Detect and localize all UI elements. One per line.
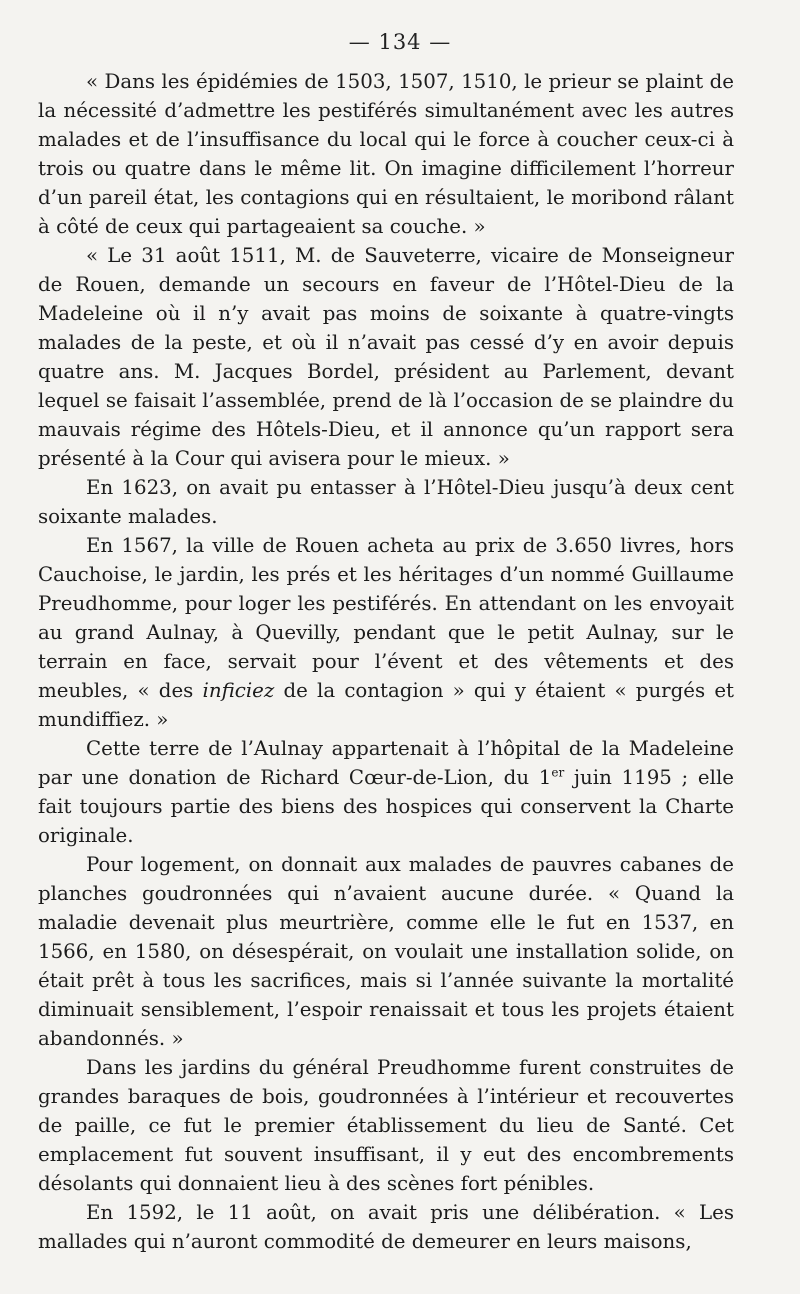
paragraph-aulnay-part-2: juin 1195 ; elle fait toujours partie des biens des hospices qui conservent la Charte originale.	[38, 766, 734, 847]
paragraph-logement: Pour logement, on donnait aux malades de pauvres cabanes de planches goudronnées qui n’avaient aucune durée. « Quand la maladie devenait plus meurtrière, comme elle le fut en 1537, en 1566, en 1580, on désespérait, on voulait une installation solide, on était prêt à tous les sacrifices, mais si l’année suivante la mortalité diminuait sensiblement, l’espoir renaissait et tous les projets étaient abandonnés. »	[38, 853, 734, 1050]
ordinal-superscript: er	[551, 765, 565, 780]
paragraph-1567-part-2: de la contagion » qui y étaient « purgés et mundiffiez. »	[38, 679, 734, 731]
paragraph-1592: En 1592, le 11 août, on avait pris une délibération. « Les mallades qui n’auront commodité de demeurer en leurs maisons,	[38, 1201, 734, 1253]
paragraph-1567	[38, 531, 734, 734]
paragraph-aulnay	[38, 734, 734, 850]
body-text	[38, 67, 734, 1256]
page-number: — 134 —	[348, 30, 452, 54]
paragraph-1623: En 1623, on avait pu entasser à l’Hôtel-Dieu jusqu’à deux cent soixante malades.	[38, 476, 734, 528]
paragraph-1567-part-1: En 1567, la ville de Rouen acheta au prix de 3.650 livres, hors Cauchoise, le jardin, les prés et les héritages d’un nommé Guillaume Preudhomme, pour loger les pestiférés. En attendant on les envoyait au grand Aulnay, à Quevilly, pendant que le petit Aulnay, sur le terrain en face, servait pour l’évent et des vêtements et des meubles, « des	[38, 534, 734, 702]
paragraph-aulnay-part-1: Cette terre de l’Aulnay appartenait à l’hôpital de la Madeleine par une donation de Richard Cœur-de-Lion, du 1	[38, 737, 734, 789]
paragraph-preudhomme-gardens: Dans les jardins du général Preudhomme furent construites de grandes baraques de bois, goudronnées à l’intérieur et recouvertes de paille, ce fut le premier établissement du lieu de Santé. Cet emplacement fut souvent insuffisant, il y eut des encombrements désolants qui donnaient lieu à des scènes fort pénibles.	[38, 1056, 734, 1195]
paragraph-sauveterre: « Le 31 août 1511, M. de Sauveterre, vicaire de Monseigneur de Rouen, demande un secours en faveur de l’Hôtel-Dieu de la Madeleine où il n’y avait pas moins de soixante à quatre-vingts malades de la peste, et où il n’avait pas cessé d’y en avoir depuis quatre ans. M. Jacques Bordel, président au Parlement, devant lequel se faisait l’assemblée, prend de là l’occasion de se plaindre du mauvais régime des Hôtels-Dieu, et il annonce qu’un rapport sera présenté à la Cour qui avisera pour le mieux. »	[38, 244, 734, 470]
italic-term-inficiez: inficiez	[202, 679, 275, 702]
paragraph-epidemics: « Dans les épidémies de 1503, 1507, 1510, le prieur se plaint de la nécessité d’admettre les pestiférés simultanément avec les autres malades et de l’insuffisance du local qui le force à coucher ceux-ci à trois ou quatre dans le même lit. On imagine difficilement l’horreur d’un pareil état, les contagions qui en résultaient, le moribond râlant à côté de ceux qui partageaient sa couche. »	[38, 70, 734, 238]
